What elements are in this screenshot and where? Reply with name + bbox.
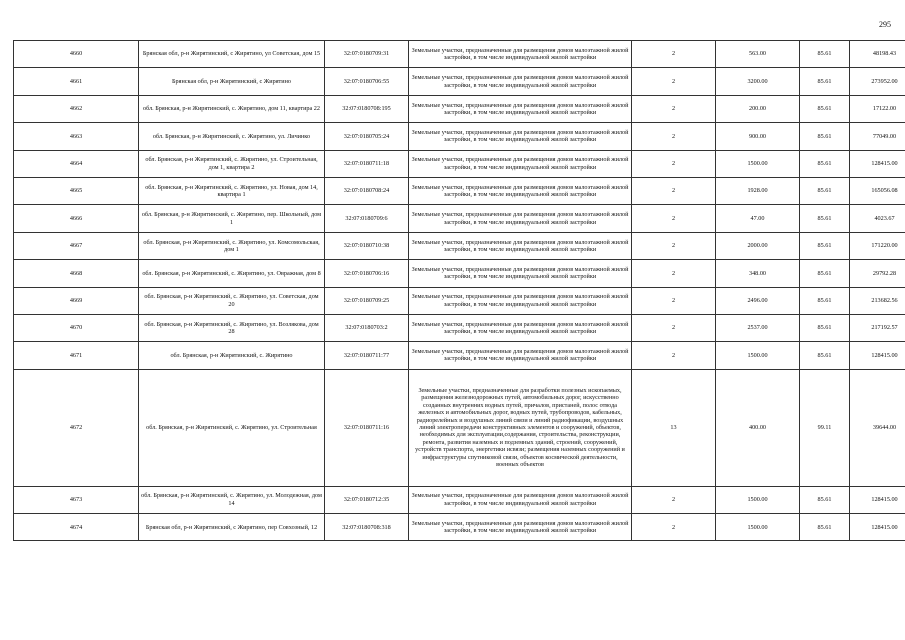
area-cell: 1500.00: [716, 342, 800, 369]
table-row: [14, 314, 905, 341]
category-cell: 2: [632, 95, 716, 122]
address-cell: Брянская обл, р-н Жирятинский, с Жирятино, пер Совхозный, 12: [139, 514, 325, 541]
category-cell: 2: [632, 68, 716, 95]
area-cell: 1500.00: [716, 514, 800, 541]
cadastral-value-cell: 128415.00: [850, 486, 905, 513]
address-cell: обл. Брянская, р-н Жирятинский, с. Жирятино, ул. Строительная, дом 1, квартира 2: [139, 150, 325, 177]
category-cell: 2: [632, 41, 716, 68]
cadastral-number-cell: 32:07:0180709:6: [325, 205, 409, 232]
row-number: 4666: [14, 205, 139, 232]
land-use-cell: Земельные участки, предназначенные для размещения домов малоэтажной жилой застройки, в том числе индивидуальной жилой застройки: [409, 68, 632, 95]
area-cell: 348.00: [716, 260, 800, 287]
address-cell: обл. Брянская, р-н Жирятинский, с. Жирятино, дом 11, квартира 22: [139, 95, 325, 122]
land-use-cell: Земельные участки, предназначенные для размещения домов малоэтажной жилой застройки, в том числе индивидуальной жилой застройки: [409, 150, 632, 177]
row-number: 4673: [14, 486, 139, 513]
cadastral-value-cell: 77049.00: [850, 123, 905, 150]
table-row: [14, 342, 905, 369]
row-number: 4661: [14, 68, 139, 95]
area-cell: 900.00: [716, 123, 800, 150]
rate-cell: 85.61: [800, 486, 850, 513]
land-use-cell: Земельные участки, предназначенные для размещения домов малоэтажной жилой застройки, в том числе индивидуальной жилой застройки: [409, 177, 632, 204]
land-use-cell: Земельные участки, предназначенные для размещения домов малоэтажной жилой застройки, в том числе индивидуальной жилой застройки: [409, 514, 632, 541]
cadastral-number-cell: 32:07:0180712:35: [325, 486, 409, 513]
land-use-cell: Земельные участки, предназначенные для размещения домов малоэтажной жилой застройки, в том числе индивидуальной жилой застройки: [409, 486, 632, 513]
table-row: [14, 287, 905, 314]
address-cell: обл. Брянская, р-н Жирятинский, с. Жирятино, ул. Строительная: [139, 369, 325, 486]
area-cell: 3200.00: [716, 68, 800, 95]
row-number: 4667: [14, 232, 139, 259]
cadastral-number-cell: 32:07:0180708:318: [325, 514, 409, 541]
row-number: 4660: [14, 41, 139, 68]
land-use-cell: Земельные участки, предназначенные для размещения домов малоэтажной жилой застройки, в том числе индивидуальной жилой застройки: [409, 314, 632, 341]
cadastral-number-cell: 32:07:0180706:16: [325, 260, 409, 287]
table-row: [14, 68, 905, 95]
area-cell: 1500.00: [716, 150, 800, 177]
row-number: 4663: [14, 123, 139, 150]
rate-cell: 85.61: [800, 514, 850, 541]
cadastral-value-cell: 4023.67: [850, 205, 905, 232]
cadastral-value-cell: 213682.56: [850, 287, 905, 314]
page-number: 295: [879, 20, 891, 29]
table-row: [14, 95, 905, 122]
category-cell: 2: [632, 205, 716, 232]
category-cell: 13: [632, 369, 716, 486]
cadastral-value-cell: 17122.00: [850, 95, 905, 122]
rate-cell: 85.61: [800, 232, 850, 259]
rate-cell: 85.61: [800, 205, 850, 232]
area-cell: 563.00: [716, 41, 800, 68]
cadastral-value-cell: 128415.00: [850, 514, 905, 541]
area-cell: 400.00: [716, 369, 800, 486]
cadastral-value-cell: 217192.57: [850, 314, 905, 341]
category-cell: 2: [632, 514, 716, 541]
area-cell: 1928.00: [716, 177, 800, 204]
table-row: [14, 486, 905, 513]
cadastral-number-cell: 32:07:0180711:18: [325, 150, 409, 177]
rate-cell: 85.61: [800, 314, 850, 341]
rate-cell: 85.61: [800, 123, 850, 150]
area-cell: 2000.00: [716, 232, 800, 259]
cadastral-number-cell: 32:07:0180703:2: [325, 314, 409, 341]
table-row: [14, 123, 905, 150]
land-use-cell: Земельные участки, предназначенные для разработки полезных ископаемых, размещения железнодорожных путей, автомобильных дорог, искусственно созданных внутренних водных путей, причалов, пристаней, полос отвода железных и автомобильных дорог, водных путей, трубопроводов, кабельных, радиорелейных и воздушных линий связи и линий радиофикации, воздушных линий электропередачи конструктивных элементов и сооружений, объектов, необходимых для эксплуатации,содержания, строительства, реконструкции, ремонта, развития наземных и подземных зданий, строений, сооружений, устройств транспорта, энергетики исвязи; размещения наземных сооружений и инфраструктуры спутниковой связи, объектов космической деятельности, военных объектов: [409, 369, 632, 486]
table-body: [14, 41, 905, 541]
row-number: 4669: [14, 287, 139, 314]
address-cell: обл. Брянская, р-н Жирятинский, с. Жирятино, ул. Личинко: [139, 123, 325, 150]
cadastral-number-cell: 32:07:0180709:25: [325, 287, 409, 314]
rate-cell: 85.61: [800, 177, 850, 204]
cadastral-number-cell: 32:07:0180710:38: [325, 232, 409, 259]
cadastral-value-cell: 48198.43: [850, 41, 905, 68]
land-use-cell: Земельные участки, предназначенные для размещения домов малоэтажной жилой застройки, в том числе индивидуальной жилой застройки: [409, 232, 632, 259]
address-cell: обл. Брянская, р-н Жирятинский, с. Жирятино, пер. Школьный, дом 1: [139, 205, 325, 232]
row-number: 4665: [14, 177, 139, 204]
cadastral-value-cell: 128415.00: [850, 342, 905, 369]
rate-cell: 85.61: [800, 95, 850, 122]
category-cell: 2: [632, 486, 716, 513]
address-cell: обл. Брянская, р-н Жирятинский, с. Жирятино, ул. Молодежная, дом 14: [139, 486, 325, 513]
land-use-cell: Земельные участки, предназначенные для размещения домов малоэтажной жилой застройки, в том числе индивидуальной жилой застройки: [409, 205, 632, 232]
table-row: [14, 369, 905, 486]
rate-cell: 85.61: [800, 287, 850, 314]
address-cell: обл. Брянская, р-н Жирятинский, с. Жирятино, ул. Возлякова, дом 28: [139, 314, 325, 341]
table-row: [14, 514, 905, 541]
area-cell: 2496.00: [716, 287, 800, 314]
area-cell: 200.00: [716, 95, 800, 122]
address-cell: обл. Брянская, р-н Жирятинский, с. Жирятино: [139, 342, 325, 369]
category-cell: 2: [632, 123, 716, 150]
address-cell: Брянская обл, р-н Жирятинский, с Жирятино, ул Советская, дом 15: [139, 41, 325, 68]
category-cell: 2: [632, 342, 716, 369]
row-number: 4664: [14, 150, 139, 177]
land-use-cell: Земельные участки, предназначенные для размещения домов малоэтажной жилой застройки, в том числе индивидуальной жилой застройки: [409, 41, 632, 68]
row-number: 4668: [14, 260, 139, 287]
land-use-cell: Земельные участки, предназначенные для размещения домов малоэтажной жилой застройки, в том числе индивидуальной жилой застройки: [409, 123, 632, 150]
land-use-cell: Земельные участки, предназначенные для размещения домов малоэтажной жилой застройки, в том числе индивидуальной жилой застройки: [409, 287, 632, 314]
cadastral-number-cell: 32:07:0180711:77: [325, 342, 409, 369]
address-cell: обл. Брянская, р-н Жирятинский, с. Жирятино, ул. Советская, дом 20: [139, 287, 325, 314]
rate-cell: 99.11: [800, 369, 850, 486]
area-cell: 2537.00: [716, 314, 800, 341]
table-row: [14, 150, 905, 177]
area-cell: 47.00: [716, 205, 800, 232]
cadastral-number-cell: 32:07:0180711:16: [325, 369, 409, 486]
rate-cell: 85.61: [800, 260, 850, 287]
cadastral-number-cell: 32:07:0180709:31: [325, 41, 409, 68]
rate-cell: 85.61: [800, 68, 850, 95]
rate-cell: 85.61: [800, 41, 850, 68]
category-cell: 2: [632, 314, 716, 341]
table-row: [14, 205, 905, 232]
rate-cell: 85.61: [800, 342, 850, 369]
table-row: [14, 260, 905, 287]
address-cell: обл. Брянская, р-н Жирятинский, с. Жирятино, ул. Новая, дом 14, квартира 1: [139, 177, 325, 204]
category-cell: 2: [632, 150, 716, 177]
land-use-cell: Земельные участки, предназначенные для размещения домов малоэтажной жилой застройки, в том числе индивидуальной жилой застройки: [409, 95, 632, 122]
rate-cell: 85.61: [800, 150, 850, 177]
area-cell: 1500.00: [716, 486, 800, 513]
cadastral-value-cell: 171220.00: [850, 232, 905, 259]
cadastral-number-cell: 32:07:0180705:24: [325, 123, 409, 150]
cadastral-value-cell: 165056.08: [850, 177, 905, 204]
table-row: [14, 41, 905, 68]
cadastral-number-cell: 32:07:0180706:55: [325, 68, 409, 95]
table-row: [14, 177, 905, 204]
category-cell: 2: [632, 232, 716, 259]
row-number: 4671: [14, 342, 139, 369]
address-cell: обл. Брянская, р-н Жирятинский, с. Жирятино, ул. Овражная, дом 8: [139, 260, 325, 287]
land-use-cell: Земельные участки, предназначенные для размещения домов малоэтажной жилой застройки, в том числе индивидуальной жилой застройки: [409, 342, 632, 369]
category-cell: 2: [632, 260, 716, 287]
cadastral-value-cell: 273952.00: [850, 68, 905, 95]
cadastral-number-cell: 32:07:0180708:24: [325, 177, 409, 204]
cadastral-value-cell: 29792.28: [850, 260, 905, 287]
address-cell: обл. Брянская, р-н Жирятинский, с. Жирятино, ул. Комсомольская, дом 1: [139, 232, 325, 259]
address-cell: Брянская обл, р-н Жирятинский, с Жирятино: [139, 68, 325, 95]
cadastral-value-cell: 39644.00: [850, 369, 905, 486]
row-number: 4674: [14, 514, 139, 541]
row-number: 4662: [14, 95, 139, 122]
row-number: 4670: [14, 314, 139, 341]
row-number: 4672: [14, 369, 139, 486]
category-cell: 2: [632, 287, 716, 314]
cadastral-value-cell: 128415.00: [850, 150, 905, 177]
land-registry-table: [13, 40, 905, 541]
category-cell: 2: [632, 177, 716, 204]
table-row: [14, 232, 905, 259]
cadastral-number-cell: 32:07:0180708:195: [325, 95, 409, 122]
land-use-cell: Земельные участки, предназначенные для размещения домов малоэтажной жилой застройки, в том числе индивидуальной жилой застройки: [409, 260, 632, 287]
